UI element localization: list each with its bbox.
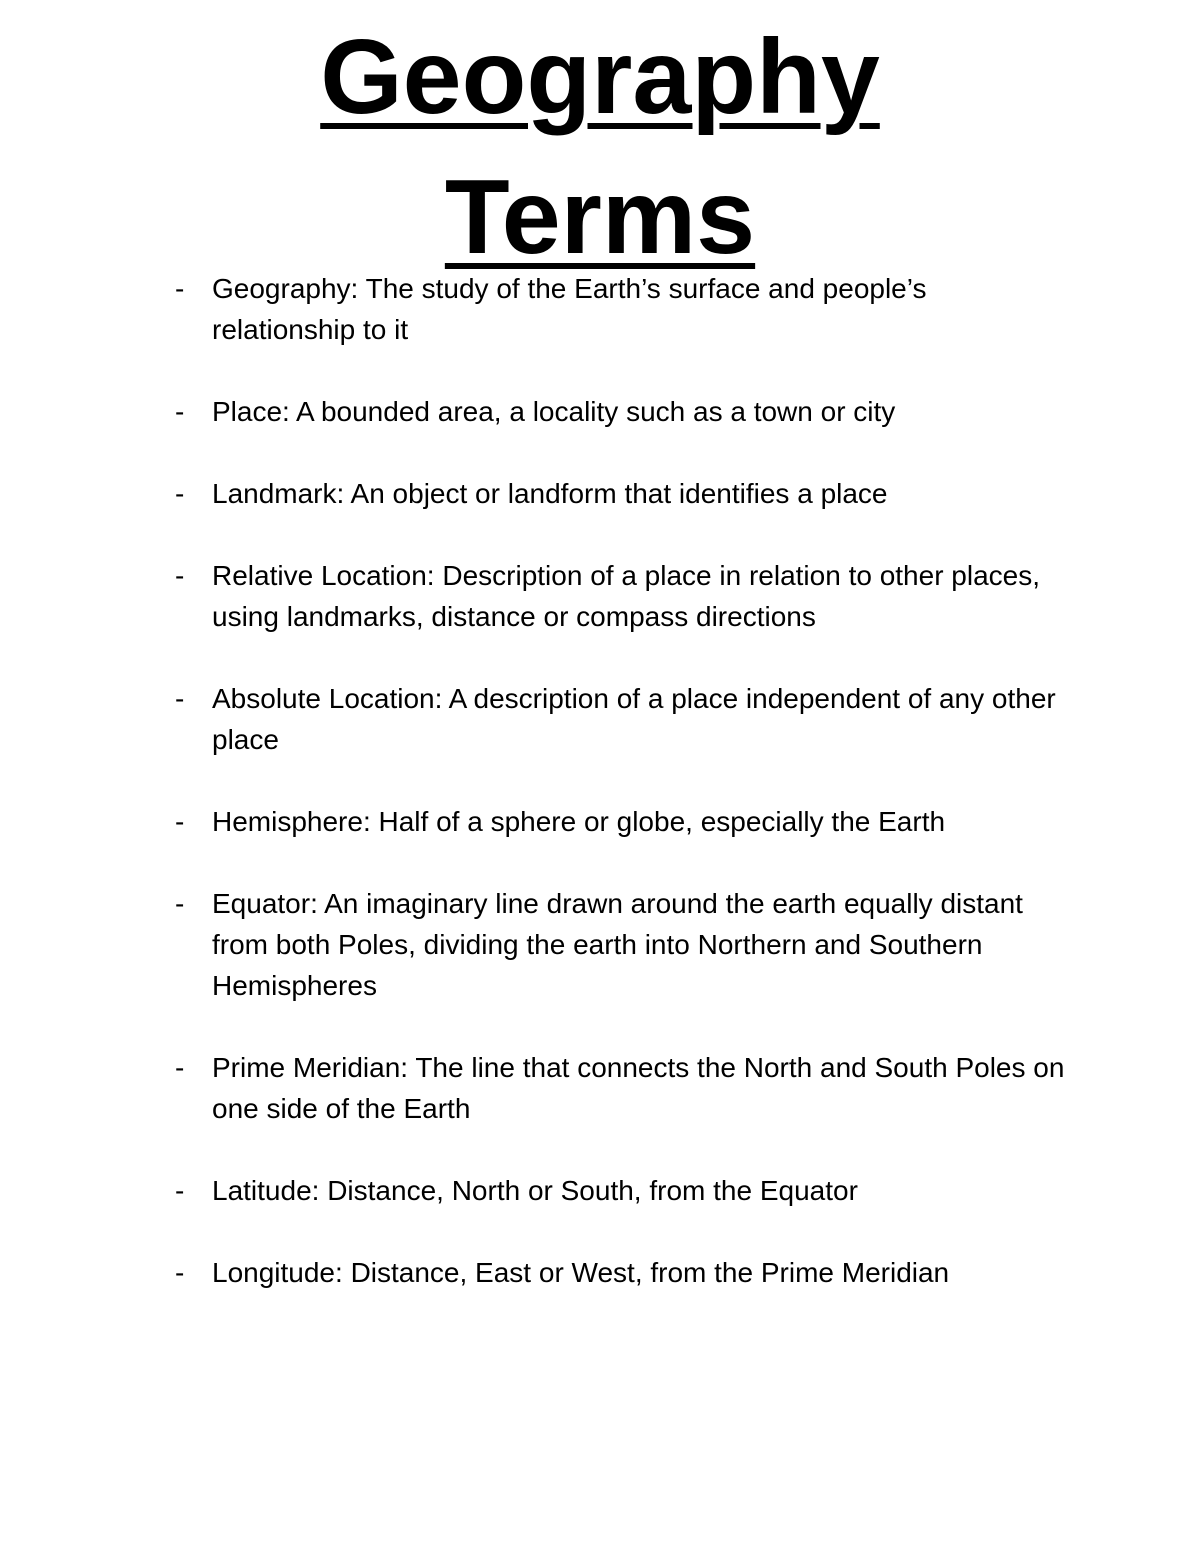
terms-list: [0, 268, 1200, 1334]
term-text: Hemisphere: Half of a sphere or globe, especially the Earth: [212, 806, 946, 837]
bullet-dash: -: [175, 1175, 185, 1206]
bullet-dash: -: [175, 1257, 185, 1288]
term-item-prime-meridian: [0, 1047, 1200, 1129]
term-text: Relative Location: Description of a place in relation to other places, using landmarks, distance or compass directions: [212, 560, 1041, 632]
term-item-geography: [0, 268, 1200, 350]
term-item-landmark: [0, 473, 1200, 514]
term-text: Place: A bounded area, a locality such as a town or city: [212, 396, 896, 427]
term-item-longitude: [0, 1252, 1200, 1293]
term-item-latitude: [0, 1170, 1200, 1211]
term-item-relative-location: [0, 555, 1200, 637]
term-text: Geography: The study of the Earth’s surface and people’s relationship to it: [212, 273, 927, 345]
term-text: Prime Meridian: The line that connects the North and South Poles on one side of the Earth: [212, 1052, 1065, 1124]
title-text-terms: Terms: [444, 158, 756, 276]
bullet-dash: -: [175, 478, 185, 509]
bullet-dash: -: [175, 396, 185, 427]
term-item-absolute-location: [0, 678, 1200, 760]
page-title-line-2: [0, 152, 1200, 282]
title-text-geography: Geography: [320, 18, 880, 136]
page-title-line-1: [0, 12, 1200, 142]
bullet-dash: -: [175, 888, 185, 919]
term-item-equator: [0, 883, 1200, 1006]
bullet-dash: -: [175, 806, 185, 837]
term-item-hemisphere: [0, 801, 1200, 842]
term-text: Landmark: An object or landform that identifies a place: [212, 478, 888, 509]
term-text: Longitude: Distance, East or West, from the Prime Meridian: [212, 1257, 950, 1288]
term-text: Latitude: Distance, North or South, from the Equator: [212, 1175, 858, 1206]
term-item-place: [0, 391, 1200, 432]
term-text: Equator: An imaginary line drawn around the earth equally distant from both Poles, dividing the earth into Northern and Southern Hemispheres: [212, 888, 1023, 1001]
bullet-dash: -: [175, 560, 185, 591]
bullet-dash: -: [175, 273, 185, 304]
bullet-dash: -: [175, 1052, 185, 1083]
bullet-dash: -: [175, 683, 185, 714]
term-text: Absolute Location: A description of a place independent of any other place: [212, 683, 1056, 755]
